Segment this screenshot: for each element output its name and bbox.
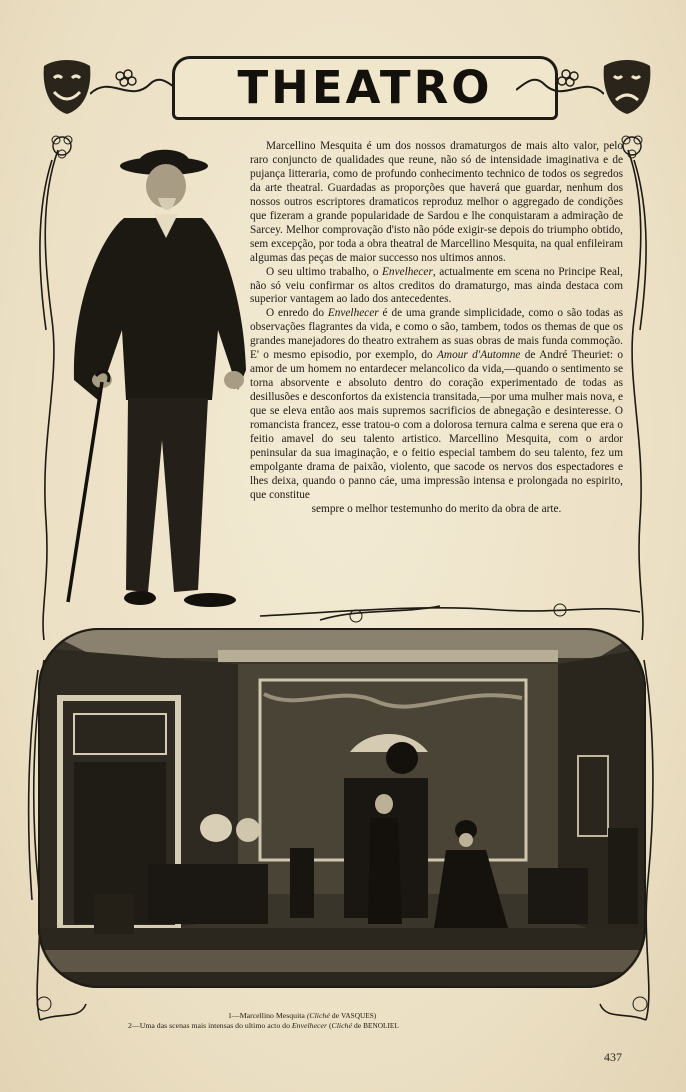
caption-2-de: de [351,1021,364,1030]
article-body [250,140,623,517]
p3-text-c: de André Theuriet: o amor de um homem no entardecer melancolico da vida,—quando o sentimento se torna absorvente e absoluto dentro do coração experimentado de todas as desillusões e desconfortos da existencia transitada,—por uma mulher mais nova, e que se eleva então aos mais supremos sacrificios de abnegação e desinteresse. O romancista francez, esse tratou-o com a dolorosa ternura calma e serena que era o feitio amavel do seu talento artistico. Marcellino Mesquita, com o ardor peninsular da sua imaginação, e o feitio especial tambem do seu talento, fez um empolgante drama de paixão, violento, que sacode os nervos dos espectadores e lhes deixa, quando o panno cáe, uma impressão intensa e prolongada no espirito, que constitue [250,349,624,501]
caption-2-paren: ( [327,1021,332,1030]
caption-2-cliche: Cliché [331,1021,352,1030]
caption-2-credit: BENOLIEL [363,1021,399,1030]
article-paragraph-3 [250,307,623,502]
caption-1-cliche: (Cliché [306,1011,330,1020]
article-paragraph-1: Marcellino Mesquita é um dos nossos dramaturgos de mais alto valor, pelo raro conjuncto de qualidades que reune, não só de intensidade imaginativa e de pujança litteraria, como de profundo conhecimento technico de todos os segredos da arte theatral. Guardadas as proporções que haverá que guardar, nenhum dos nossos outros escriptores dramaticos reproduz melhor o aggregado de condições que fizeram a grande popularidade de Sardou e lhe conquistaram a admiração de Sarcey. Melhor comprovação d'isto não póde exigir-se depois do triumpho obtido, sem excepção, por toda a obra theatral de Marcellino Mesquita, na qual enfileiram algumas das peças de maior successo nos ultimos annos. [250,140,623,264]
p2-text-a: O seu ultimo trabalho, o [266,265,383,278]
grape-vine-ornament-right [516,64,604,114]
article-paragraph-2 [250,266,623,308]
section-title: THEATRO [237,61,493,114]
p2-text-b: , actualmente em scena no Principe Real, não só veiu confirmar os altos creditos do dramaturgo, mas ainda destaca com superior vantagem ao lado dos antecedentes. [250,265,623,306]
tragedy-mask-icon [596,56,658,118]
caption-2 [128,1021,568,1031]
grape-vine-ornament-left [90,64,178,114]
article-closing-line: sempre o melhor testemunho do merito da obra de arte. [311,502,562,515]
caption-2-text: 2—Uma das scenas mais intensas do ultimo acto do [128,1021,292,1030]
stage-scene-photo [38,628,646,988]
play-title: Envelhecer [382,265,433,278]
masthead [34,54,660,120]
novel-title: Amour d'Automne [437,349,521,362]
portrait-photo [62,140,262,618]
photo-captions [128,1011,568,1031]
p3-text-a: O enredo do [266,307,328,320]
caption-1-de: de [329,1011,342,1020]
caption-1 [128,1011,568,1021]
title-banner [172,56,558,120]
play-title: Envelhecer [327,307,379,320]
caption-1-credit: VASQUES) [341,1011,377,1020]
comedy-mask-icon [36,56,98,118]
caption-1-text: 1—Marcellino Mesquita [228,1011,307,1020]
caption-2-play-title: Envelhecer [291,1021,327,1030]
page-number: 437 [604,1050,622,1064]
p3-text-b: é de uma grande simplicidade, como o são todas as observações flagrantes da vida, e como o são, tambem, todos os themas de que os grandes manejadores do theatro extrahem as suas obras de mais funda commoção. E' o mesmo episodio, por exemplo, do [250,307,624,362]
